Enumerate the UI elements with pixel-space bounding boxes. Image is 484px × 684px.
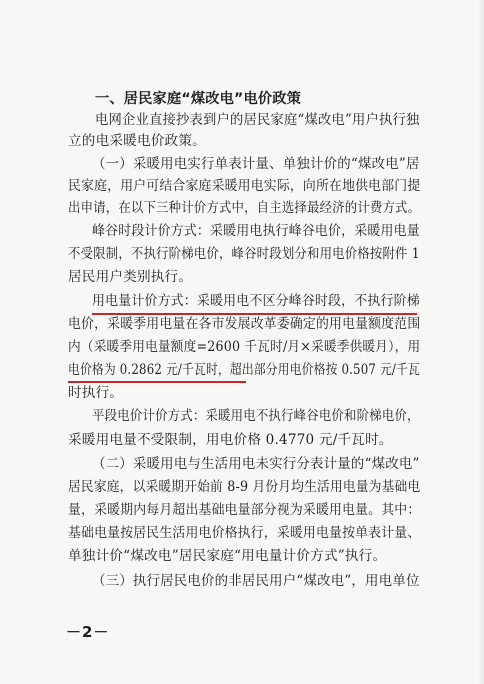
paragraph-line: （二）采暖用电与生活用电未实行分表计量的“煤改电”: [92, 456, 420, 472]
paragraph-line: 平段电价计价方式：采暖用电不执行峰谷电价和阶梯电价，: [92, 408, 420, 424]
paragraph-line: （三）执行居民电价的非居民用户“煤改电”，用电单位: [92, 573, 420, 589]
paragraph-line: 电价格为 0.2862 元/千瓦时，超出部分用电价格按 0.507 元/千瓦: [68, 362, 421, 378]
paragraph-line: 立的电采暖电价政策。: [68, 133, 206, 149]
paragraph-line: 采暖用电量不受限制，用电价格 0.4770 元/千瓦时。: [68, 432, 393, 448]
page-edge-shadow: [478, 0, 484, 684]
paragraph-line: 民家庭，用户可结合家庭采暖用电实际，向所在地供电部门提: [68, 178, 421, 194]
red-underline: [68, 381, 246, 383]
page-number: －2－: [66, 623, 110, 641]
paragraph-line: 用电量计价方式：采暖用电不区分峰谷时段，不执行阶梯: [92, 293, 420, 309]
paragraph-line: 内（采暖季用电量额度=2600 千瓦时/月×采暖季供暖月），用: [68, 339, 421, 355]
paragraph-line: 峰谷时段计价方式：采暖用电执行峰谷电价，采暖用电量: [92, 223, 420, 239]
paragraph-line: 量，采暖期内每月超出基础电量部分视为采暖用电量。其中：: [68, 502, 421, 518]
paragraph-line: 单独计价“煤改电”居民家庭“用电量计价方式”执行。: [68, 548, 387, 564]
paragraph-line: 时执行。: [68, 385, 124, 401]
paragraph-line: 电网企业直接抄表到户的居民家庭“煤改电”用户执行独: [95, 112, 420, 128]
paragraph-line: 基础电量按居民生活用电价格执行，采暖用电量按单表计量、: [68, 525, 421, 541]
paragraph-line: （一）采暖用电实行单表计量、单独计价的“煤改电”居: [92, 156, 420, 172]
paragraph-line: 不受限制，不执行阶梯电价，峰谷时段划分和用电价格按附件 1: [68, 246, 420, 262]
paragraph-line: 居民家庭，以采暖期开始前 8-9 月份月均生活用电量为基础电: [68, 479, 421, 495]
paragraph-line: 电价，采暖季用电量在各市发展改革委确定的用电量额度范围: [68, 316, 421, 332]
paragraph-line: 居民用户类别执行。: [68, 269, 193, 285]
paragraph-line: 出申请，在以下三种计价方式中，自主选择最经济的计费方式。: [68, 200, 421, 216]
section-heading: 一、居民家庭“煤改电”电价政策: [95, 91, 302, 107]
